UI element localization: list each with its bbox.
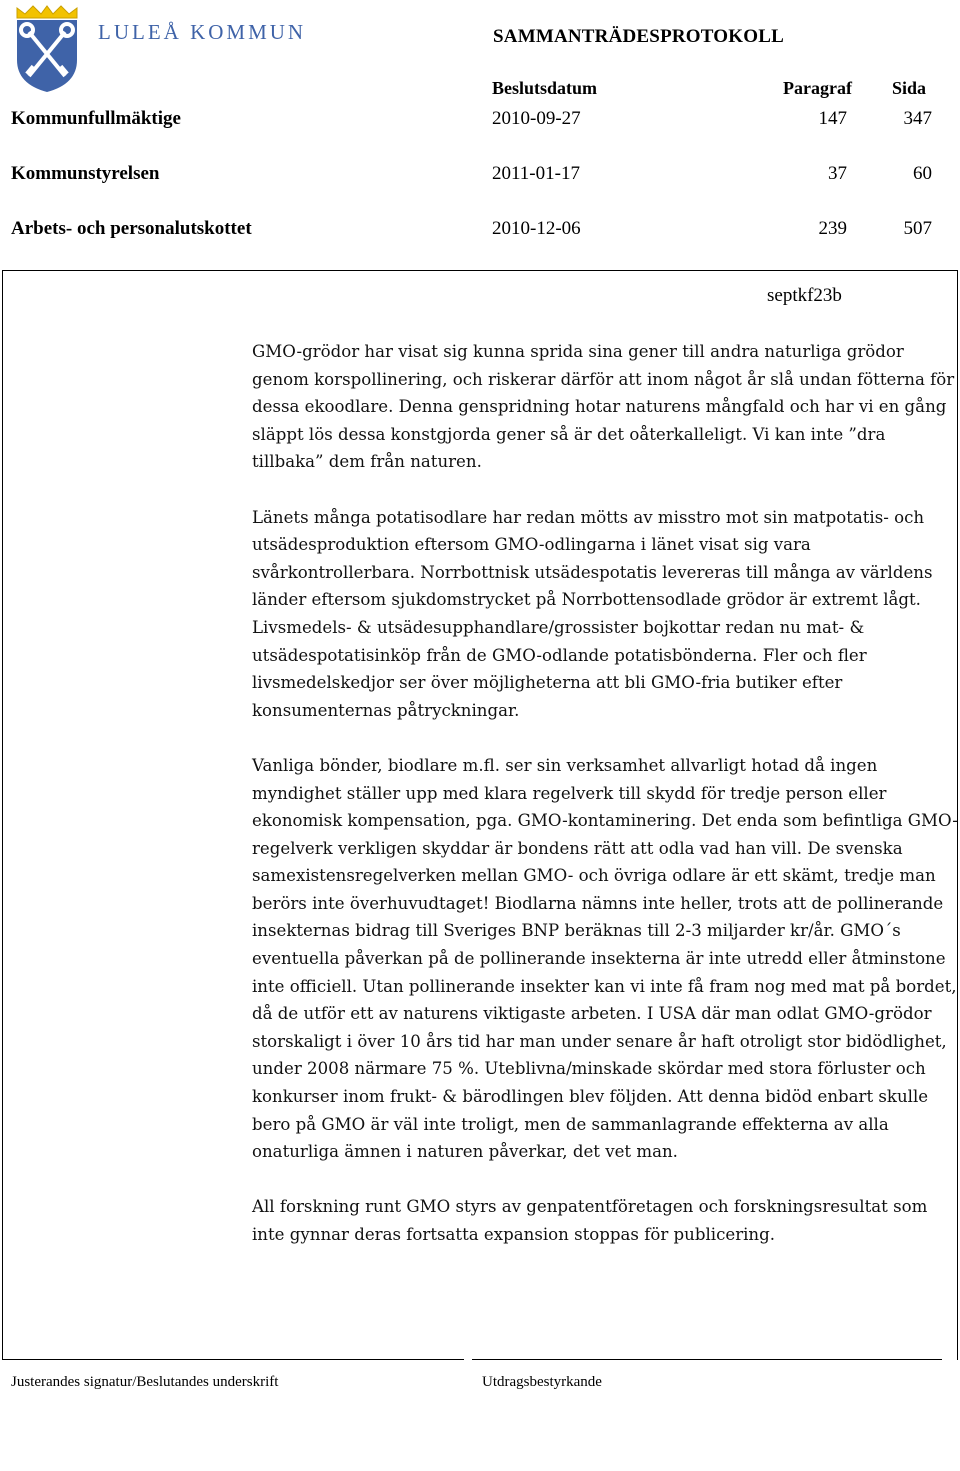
certification-label: Utdragsbestyrkande <box>482 1374 602 1390</box>
decision-date: 2011-01-17 <box>492 163 580 184</box>
coat-of-arms-icon <box>11 4 83 94</box>
paragraph-number: 37 <box>828 163 847 184</box>
decision-date: 2010-12-06 <box>492 218 581 239</box>
page-number: 60 <box>913 163 932 184</box>
organization-name: LULEÅ KOMMUN <box>98 20 307 44</box>
paragraph-number: 239 <box>818 218 847 239</box>
paragraph: All forskning runt GMO styrs av genpatentföretagen och forskningsresultat som inte gynnar deras fortsatta expansion stoppas för publicering. <box>252 1197 928 1244</box>
column-header-date: Beslutsdatum <box>492 78 598 98</box>
page-number: 507 <box>903 218 932 239</box>
document-type: SAMMANTRÄDESPROTOKOLL <box>493 26 784 47</box>
reference-code: septkf23b <box>767 285 842 306</box>
decision-body: Arbets- och personalutskottet <box>11 218 252 239</box>
decision-body: Kommunstyrelsen <box>11 163 160 184</box>
page-number: 347 <box>903 108 932 129</box>
decision-date: 2010-09-27 <box>492 108 581 129</box>
signature-label: Justerandes signatur/Beslutandes underskrift <box>11 1374 279 1390</box>
paragraph: Länets många potatisodlare har redan mötts av misstro mot sin matpotatis- och utsädesproduktion eftersom GMO-odlingarna i länet visat sig vara svårkontrollerbara. Norrbottnisk utsädespotatis levereras till många av världens länder eftersom sjukdomstrycket på Norrbottensodlade grödor är extremt lågt. Livsmedels- & utsädesupphandlare/grossister bojkottar redan nu mat- & utsädespotatisinköp från de GMO-odlande potatisbönderna. Fler och fler livsmedelskedjor ser över möjligheterna att bli GMO-fria butiker efter konsumenternas påtryckningar. <box>252 507 933 720</box>
column-header-page: Sida <box>892 78 927 98</box>
signature-line <box>2 1359 464 1360</box>
meta-row <box>0 218 960 244</box>
decision-body: Kommunfullmäktige <box>11 108 181 129</box>
document-body <box>252 338 960 1276</box>
paragraph-number: 147 <box>818 108 847 129</box>
paragraph: GMO-grödor har visat sig kunna sprida sina gener till andra naturliga grödor genom korspollinering, och riskerar därför att inom något år slå undan fötterna för dessa ekoodlare. Denna genspridning hotar naturens mångfald och har vi en gång släppt lös dessa konstgjorda gener så är det oåterkalleligt. Vi kan inte ”dra tillbaka” dem från naturen. <box>252 342 955 472</box>
meta-row <box>0 108 960 134</box>
certification-line <box>472 1359 942 1360</box>
meta-row <box>0 163 960 189</box>
paragraph: Vanliga bönder, biodlare m.fl. ser sin verksamhet allvarligt hotad då ingen myndighet ställer upp med klara regelverk till skydd för tredje person eller ekonomisk kompensation, pga. GMO-kontaminering. Det enda som befintliga GMO-regelverk verkligen skyddar är bondens rätt att odla vad han vill. De svenska samexistensregelverken mellan GMO- och övriga odlare är ett skämt, tredje man berörs inte överhuvudtaget! Biodlarna nämns inte heller, trots att de pollinerande insekternas bidrag till Sveriges BNP beräknas till 2-3 miljarder kr/år. GMO´s eventuella påverkan på de pollinerande insekterna är inte utredd eller åtminstone inte officiell. Utan pollinerande insekter kan vi inte få fram nog med mat på bordet, då de utför ett av naturens viktigaste arbeten. I USA där man odlat GMO-grödor storskaligt i över 10 års tid har man under senare år haft otroligt stor bidödlighet, under 2008 närmare 75 %. Uteblivna/minskade skördar med stora förluster och konkurser inom frukt- & bärodlingen blev följden. Att denna bidöd enbart skulle bero på GMO är väl inte troligt, men de sammanlagrande effekterna av alla onaturliga ämnen i naturen påverkar, det vet man. <box>252 755 958 1162</box>
column-header-paragraph: Paragraf <box>783 78 852 98</box>
